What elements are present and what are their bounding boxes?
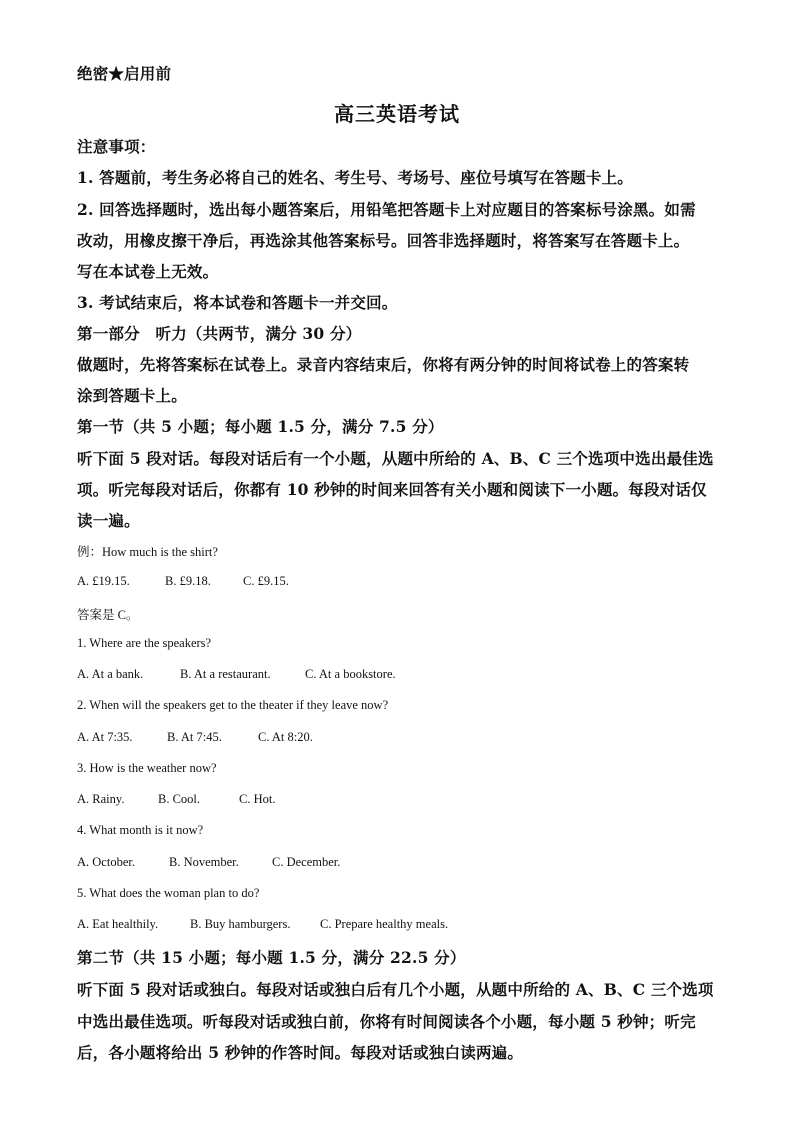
section2-heading: 第二节（共 15 小题；每小题 1.5 分，满分 22.5 分） [77, 948, 466, 967]
question-options [77, 792, 275, 807]
option-a: A. October. [77, 855, 135, 869]
question-options [77, 855, 340, 870]
option-a: A. £19.15. [77, 574, 130, 588]
option-c: C. At a bookstore. [305, 667, 396, 681]
page-title: 高三英语考试 [334, 102, 460, 126]
question-text: 3. How is the weather now? [77, 761, 217, 775]
option-b: B. At a restaurant. [180, 667, 271, 681]
notice-item: 3. 考试结束后，将本试卷和答题卡一并交回。 [77, 293, 398, 312]
option-b: B. November. [169, 855, 239, 869]
question-text: 5. What does the woman plan to do? [77, 886, 260, 900]
notice-item: 改动，用橡皮擦干净后，再选涂其他答案标号。回答非选择题时，将答案写在答题卡上。 [77, 231, 690, 250]
section2-instruction-line: 中选出最佳选项。听每段对话或独白前，你将有时间阅读各个小题，每小题 5 秒钟；听完 [77, 1012, 696, 1031]
option-a: A. At 7:35. [77, 730, 133, 744]
question-text: 4. What month is it now? [77, 823, 204, 837]
example-question: 例：How much is the shirt? [77, 545, 218, 559]
question-options [77, 917, 448, 932]
section1-instruction-line: 听下面 5 段对话。每段对话后有一个小题，从题中所给的 A、B、C 三个选项中选出最佳选 [77, 449, 714, 468]
notice-heading: 注意事项： [77, 137, 156, 156]
option-b: B. Cool. [158, 792, 201, 806]
option-c: C. At 8:20. [258, 730, 313, 744]
option-b: B. At 7:45. [167, 730, 222, 744]
option-b: B. Buy hamburgers. [190, 917, 291, 931]
notice-item: 1. 答题前，考生务必将自己的姓名、考生号、考场号、座位号填写在答题卡上。 [77, 168, 633, 187]
example-answer: 答案是 C。 [77, 608, 139, 622]
question-text: 1. Where are the speakers? [77, 636, 212, 650]
option-a: A. Eat healthily. [77, 917, 159, 931]
part1-intro-line: 做题时，先将答案标在试卷上。录音内容结束后，你将有两分钟的时间将试卷上的答案转 [77, 355, 690, 374]
part1-heading: 第一部分 听力（共两节，满分 30 分） [77, 324, 362, 343]
option-c: C. December. [272, 855, 341, 869]
confidential-label: 绝密★启用前 [77, 64, 172, 83]
section2-instruction-line: 听下面 5 段对话或独白。每段对话或独白后有几个小题，从题中所给的 A、B、C 三个选项 [77, 980, 714, 999]
option-c: C. Hot. [239, 792, 276, 806]
option-a: A. At a bank. [77, 667, 144, 681]
option-c: C. Prepare healthy meals. [320, 917, 449, 931]
question-options [77, 667, 396, 682]
section1-instruction-line: 读一遍。 [77, 511, 140, 530]
question-options [77, 730, 313, 745]
option-c: C. £9.15. [243, 574, 289, 588]
option-b: B. £9.18. [165, 574, 211, 588]
example-options [77, 574, 289, 589]
option-a: A. Rainy. [77, 792, 125, 806]
part1-intro-line: 涂到答题卡上。 [77, 386, 187, 405]
notice-item: 写在本试卷上无效。 [77, 262, 219, 281]
question-text: 2. When will the speakers get to the theater if they leave now? [77, 698, 389, 712]
section1-heading: 第一节（共 5 小题；每小题 1.5 分，满分 7.5 分） [77, 417, 444, 436]
section2-instruction-line: 后，各小题将给出 5 秒钟的作答时间。每段对话或独白读两遍。 [77, 1043, 524, 1062]
section1-instruction-line: 项。听完每段对话后，你都有 10 秒钟的时间来回答有关小题和阅读下一小题。每段对话仅 [77, 480, 707, 499]
notice-item: 2. 回答选择题时，选出每小题答案后，用铅笔把答题卡上对应题目的答案标号涂黑。如需 [77, 200, 696, 219]
